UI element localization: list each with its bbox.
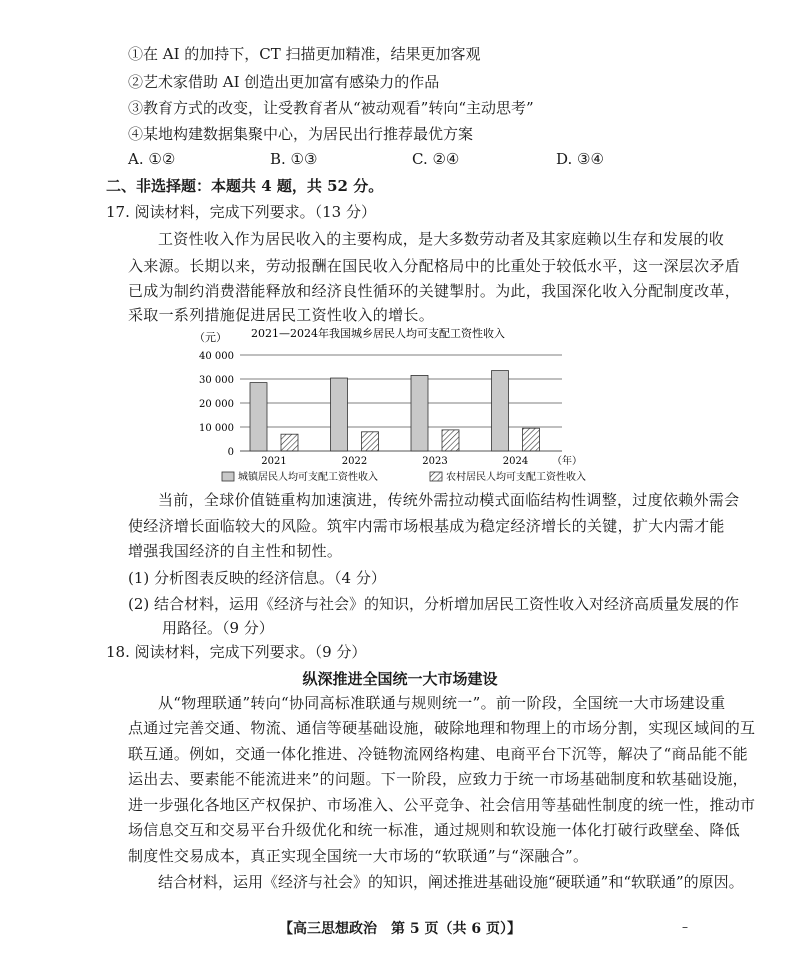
- bar-rural: [523, 428, 540, 451]
- q18-material-line-1: 从“物理联通”转向“协同高标准联通与规则统一”。前一阶段，全国统一大市场建设重: [158, 694, 726, 712]
- chart-ylabel: （元）: [194, 331, 227, 344]
- q16-statement-1: ①在 AI 的加持下，CT 扫描更加精准，结果更加客观: [128, 45, 481, 63]
- q17-material-line-1: 工资性收入作为居民收入的主要构成，是大多数劳动者及其家庭赖以生存和发展的收: [158, 230, 725, 248]
- q17-after-line-3: 增强我国经济的自主性和韧性。: [128, 542, 343, 560]
- legend-label-rural: 农村居民人均可支配工资性收入: [446, 472, 586, 483]
- bar-rural: [442, 430, 459, 451]
- q16-statement-4: ④某地构建数据集聚中心，为居民出行推荐最优方案: [128, 125, 474, 143]
- bar-rural: [281, 434, 298, 451]
- income-bar-chart: [180, 325, 630, 487]
- q18-material-line-3: 联互通。例如，交通一体化推进、冷链物流网络构建、电商平台下沉等，解决了“商品能不能: [128, 745, 748, 763]
- q17-material-line-4: 采取一系列措施促进居民工资性收入的增长。: [128, 306, 435, 324]
- footer-mark: –: [682, 920, 688, 934]
- chart-title: 2021—2024年我国城乡居民人均可支配工资性收入: [251, 327, 505, 340]
- legend-label-urban: 城镇居民人均可支配工资性收入: [238, 472, 378, 483]
- chart-legend: [222, 470, 586, 483]
- q16-option-a: A. ①②: [128, 150, 176, 168]
- bar-urban: [331, 378, 348, 451]
- q18-material-line-5: 进一步强化各地区产权保护、市场准入、公平竞争、社会信用等基础性制度的统一性，推动市: [128, 796, 756, 814]
- y-tick-label: 20 000: [199, 399, 234, 410]
- chart-xlabel: （年）: [552, 456, 582, 467]
- q18-material-line-4: 运出去、要素能不能流进来”的问题。下一阶段，应致力于统一市场基础制度和软基础设施，: [128, 770, 748, 788]
- q16-option-d: D. ③④: [556, 150, 604, 168]
- y-tick-label: 10 000: [199, 423, 234, 434]
- q17-after-line-1: 当前，全球价值链重构加速演进，传统外需拉动模式面临结构性调整，过度依赖外需会: [158, 491, 740, 509]
- x-tick-label: 2023: [422, 456, 448, 467]
- q17-material-line-2: 入来源。长期以来，劳动报酬在国民收入分配格局中的比重处于较低水平，这一深层次矛盾: [128, 257, 741, 275]
- bar-urban: [411, 375, 428, 451]
- y-tick-label: 0: [227, 447, 234, 458]
- bar-urban: [250, 383, 267, 451]
- q18-material-line-6: 场信息交互和交易平台升级优化和统一标准，通过规则和软设施一体化打破行政壁垒、降低: [128, 821, 741, 839]
- q17-sub-question-2: (2) 结合材料，运用《经济与社会》的知识，分析增加居民工资性收入对经济高质量发展的作: [128, 595, 740, 613]
- legend-swatch-urban: [222, 472, 234, 481]
- q16-option-c: C. ②④: [412, 150, 460, 168]
- bar-rural: [362, 432, 379, 451]
- q18-material-title: 纵深推进全国统一大市场建设: [302, 670, 498, 688]
- q18-material-line-2: 点通过完善交通、物流、通信等硬基础设施，破除地理和物理上的市场分割，实现区域间的互: [128, 719, 756, 737]
- q17-sub-question-1: (1) 分析图表反映的经济信息。（4 分）: [128, 569, 386, 587]
- x-tick-label: 2024: [502, 456, 529, 467]
- q17-sub-question-2-cont: 用路径。（9 分）: [162, 619, 274, 637]
- q16-option-b: B. ①③: [270, 150, 318, 168]
- q17-after-line-2: 使经济增长面临较大的风险。筑牢内需市场根基成为稳定经济增长的关键，扩大内需才能: [128, 517, 725, 535]
- page-footer: 【高三思想政治 第 5 页（共 6 页）】: [279, 921, 521, 937]
- q18-question: 结合材料，运用《经济与社会》的知识，阐述推进基础设施“硬联通”和“软联通”的原因。: [158, 873, 744, 891]
- q16-statement-3: ③教育方式的改变，让受教育者从“被动观看”转向“主动思考”: [128, 99, 534, 117]
- y-tick-label: 30 000: [199, 375, 234, 386]
- x-tick-label: 2022: [341, 456, 368, 467]
- q17-material-line-3: 已成为制约消费潜能释放和经济良性循环的关键掣肘。为此，我国深化收入分配制度改革，: [128, 282, 741, 300]
- q18-prompt: 18. 阅读材料，完成下列要求。（9 分）: [106, 643, 367, 661]
- bar-urban: [492, 371, 509, 451]
- q17-prompt: 17. 阅读材料，完成下列要求。（13 分）: [106, 203, 376, 221]
- y-tick-label: 40 000: [199, 351, 234, 362]
- section-2-heading: 二、非选择题：本题共 4 题，共 52 分。: [106, 177, 384, 195]
- q16-statement-2: ②艺术家借助 AI 创造出更加富有感染力的作品: [128, 73, 440, 91]
- x-tick-label: 2021: [261, 456, 287, 467]
- q18-material-line-7: 制度性交易成本，真正实现全国统一大市场的“软联通”与“深融合”。: [128, 847, 589, 865]
- legend-swatch-rural: [430, 472, 442, 481]
